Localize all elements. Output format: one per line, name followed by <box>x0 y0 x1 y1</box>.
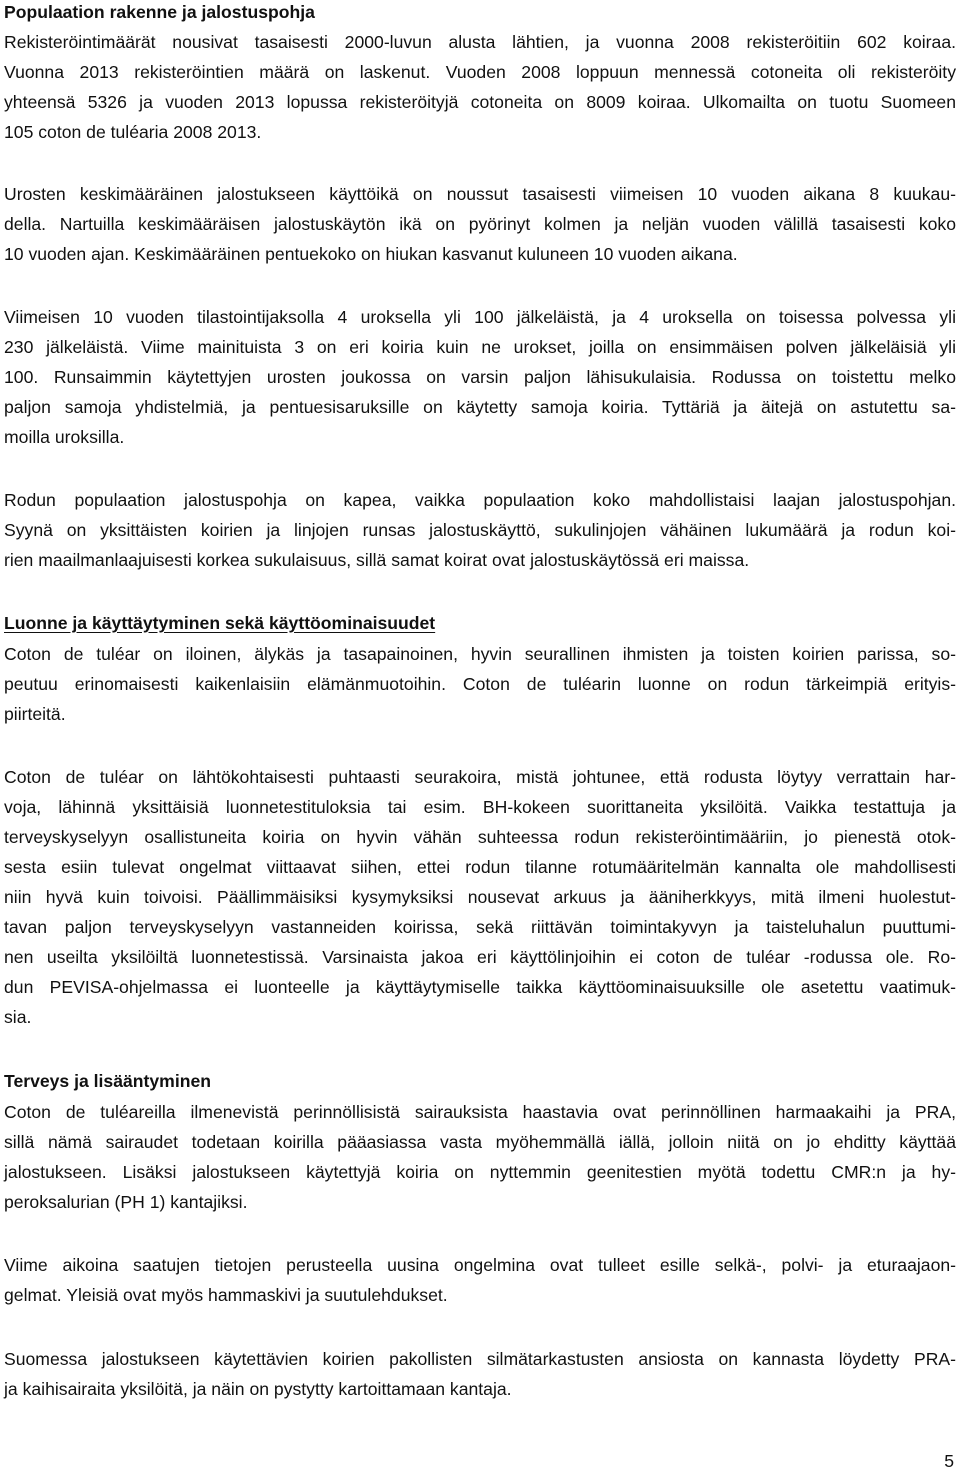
text-line: 100. Runsaimmin käytettyjen urosten joukossa on varsin paljon lähisukulaisia. Rodussa on toistettu melko <box>4 367 956 387</box>
text-line: nen useilta yksilöiltä luonnetestissä. Varsinaista jakoa eri käyttölinjoihin ei coton de tuléar -rodussa ole. Ro- <box>4 947 956 967</box>
text-line: Coton de tuléar on lähtökohtaisesti puhtaasti seurakoira, mistä johtunee, että rodusta löytyy verrattain har- <box>4 767 956 787</box>
text-line: Suomessa jalostukseen käytettävien koirien pakollisten silmätarkastusten ansiosta on kannasta löydetty PRA- <box>4 1349 956 1369</box>
text-line: peroksalurian (PH 1) kantajiksi. <box>4 1192 248 1212</box>
page-number: 5 <box>944 1451 954 1471</box>
text-line: sesta esiin tulevat ongelmat viittaavat siihen, ettei rodun tilanne rotumääritelmän kannalta ole mahdollisesti <box>4 857 956 877</box>
text-line: niin hyvä kuin toivoisi. Päällimmäisiksi kysymyksiksi nousevat arkuus ja ääniherkkyys, mitä ilmeni huolestut- <box>4 887 956 907</box>
text-line: ja kaihisairaita yksilöitä, ja näin on pystytty kartoittamaan kantaja. <box>4 1379 512 1399</box>
text-line: Syynä on yksittäisten koirien ja linjojen runsas jalostuskäyttö, sukulinjojen vähäinen lukumäärä ja rodun koi- <box>4 520 956 540</box>
text-line: dun PEVISA-ohjelmassa ei luonteelle ja käyttäytymiselle taikka käyttöominaisuuksille ole asetettu vaatimuk- <box>4 977 956 997</box>
text-line: paljon samoja yhdistelmiä, ja pentuesisaruksille on käytetty samoja koiria. Tyttäriä ja äitejä on astutettu sa- <box>4 397 956 417</box>
text-line: voja, lähinnä yksittäisiä luonnetestituloksia tai esim. BH-kokeen suorittaneita yksilöitä. Vaikka testattuja ja <box>4 797 956 817</box>
text-line: Viimeisen 10 vuoden tilastointijaksolla 4 uroksella yli 100 jälkeläistä, ja 4 uroksella on toisessa polvessa yli <box>4 307 956 327</box>
text-line: Urosten keskimääräinen jalostukseen käyttöikä on noussut tasaisesti viimeisen 10 vuoden aikana 8 kuukau- <box>4 184 956 204</box>
text-line: Coton de tuléareilla ilmenevistä perinnöllisistä sairauksista haastavia ovat perinnöllinen harmaakaihi ja PRA, <box>4 1102 956 1122</box>
text-line: Vuonna 2013 rekisteröintien määrä on laskenut. Vuoden 2008 loppuun mennessä cotoneita oli rekisteröity <box>4 62 956 82</box>
section-heading-health: Terveys ja lisääntyminen <box>4 1071 211 1091</box>
text-line: tavan paljon terveyskyselyyn vastanneiden koirissa, sekä riittävän toimintakyvyn ja taisteluhalun puuttumi- <box>4 917 956 937</box>
text-line: 105 coton de tuléaria 2008 2013. <box>4 122 262 142</box>
text-line: moilla uroksilla. <box>4 427 125 447</box>
text-line: peutuu erinomaisesti kaikenlaisiin elämänmuotoihin. Coton de tuléarin luonne on rodun tärkeimpiä erityis- <box>4 674 956 694</box>
text-line: gelmat. Yleisiä ovat myös hammaskivi ja suutulehdukset. <box>4 1285 448 1305</box>
text-line: Rekisteröintimäärät nousivat tasaisesti 2000-luvun alusta lähtien, ja vuonna 2008 rekisteröitiin 602 koiraa. <box>4 32 956 52</box>
text-line: jalostukseen. Lisäksi jalostukseen käytettyjä koiria on nyttemmin geenitestien myötä todettu CMR:n ja hy- <box>4 1162 956 1182</box>
text-line: Viime aikoina saatujen tietojen perusteella uusina ongelmina ovat tulleet esille selkä-, polvi- ja eturaajaon- <box>4 1255 956 1275</box>
text-line: Coton de tuléar on iloinen, älykäs ja tasapainoinen, hyvin seurallinen ihmisten ja toisten koirien parissa, so- <box>4 644 956 664</box>
text-line: 230 jälkeläistä. Viime mainituista 3 on eri koiria kuin ne urokset, joilla on ensimmäisen polven jälkeläisiä yli <box>4 337 956 357</box>
text-line: sia. <box>4 1007 32 1027</box>
text-line: Rodun populaation jalostuspohja on kapea, vaikka populaation koko mahdollistaisi laajan jalostuspohjan. <box>4 490 956 510</box>
section-heading-population: Populaation rakenne ja jalostuspohja <box>4 2 315 22</box>
text-line: sillä nämä sairaudet todetaan koirilla pääasiassa vasta myöhemmällä iällä, jolloin niitä on jo ehditty käyttää <box>4 1132 956 1152</box>
text-line: piirteitä. <box>4 704 66 724</box>
text-line: della. Nartuilla keskimääräisen jalostuskäytön ikä on pyörinyt kolmen ja neljän vuoden välillä tasaisesti koko <box>4 214 956 234</box>
text-line: yhteensä 5326 ja vuoden 2013 lopussa rekisteröityjä cotoneita on 8009 koiraa. Ulkomailta on tuotu Suomeen <box>4 92 956 112</box>
text-line: 10 vuoden ajan. Keskimääräinen pentuekoko on hiukan kasvanut kuluneen 10 vuoden aikana. <box>4 244 738 264</box>
section-heading-temperament: Luonne ja käyttäytyminen sekä käyttöominaisuudet <box>4 613 436 633</box>
text-line: terveyskyselyyn osallistuneita koiria on hyvin vähän suhteessa rodun rekisteröintimääriin, jo pienestä otok- <box>4 827 956 847</box>
text-line: rien maailmanlaajuisesti korkea sukulaisuus, sillä samat koirat ovat jalostuskäytössä eri maissa. <box>4 550 750 570</box>
